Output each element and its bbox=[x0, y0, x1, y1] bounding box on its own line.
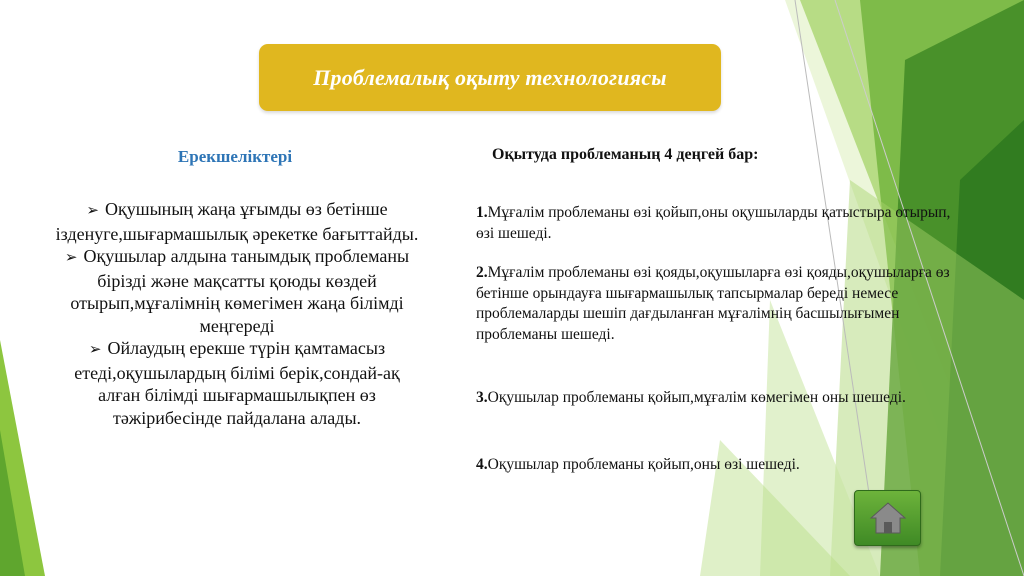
home-icon bbox=[869, 501, 907, 535]
levels-heading: Оқытуда проблеманың 4 деңгей бар: bbox=[492, 146, 759, 163]
level-item: 4.Оқушылар проблеманы қойып,оны өзі шешеді. bbox=[476, 456, 800, 473]
feature-item: ➢ Оқушының жаңа ұғымды өз бетінше ізденуге,шығармашылық әрекетке бағыттайды. bbox=[55, 199, 419, 244]
arrowhead-bullet-icon: ➢ bbox=[64, 250, 78, 266]
level-item: 1.Мұғалім проблеманы өзі қойып,оны оқушыларды қатыстыра отырып, өзі шешеді. bbox=[476, 204, 951, 242]
home-button[interactable] bbox=[854, 490, 921, 546]
arrowhead-bullet-icon: ➢ bbox=[88, 342, 102, 358]
level-item: 3.Оқушылар проблеманы қойып,мұғалім көмегімен оны шешеді. bbox=[476, 389, 906, 406]
feature-item: ➢ Ойлаудың ерекше түрін қамтамасыз етеді,оқушылардың білімі берік,сондай-ақ алған білімді шығармашылықпен өз тәжірибесінде пайдалана алады. bbox=[74, 338, 400, 428]
title-banner bbox=[259, 44, 721, 111]
features-heading: Ерекшеліктері bbox=[177, 147, 293, 166]
page-title: Проблемалық оқыту технологиясы bbox=[313, 64, 667, 90]
level-item: 2.Мұғалім проблеманы өзі қояды,оқушыларға өзі қояды,оқушыларға өз бетінше орындауға шығармашылық тапсырмалар береді немесе проблемаларды шешіп дағдыланған мұғалімнің басшылығымен проблеманы шешеді. bbox=[476, 264, 950, 343]
arrowhead-bullet-icon: ➢ bbox=[86, 203, 99, 219]
feature-item: ➢ Оқушылар алдына танымдық проблеманы бірізді және мақсатты қоюды көздей отырып,мұғалімнің көмегімен жаңа білімді меңгереді bbox=[64, 246, 410, 336]
features-list bbox=[54, 198, 420, 429]
